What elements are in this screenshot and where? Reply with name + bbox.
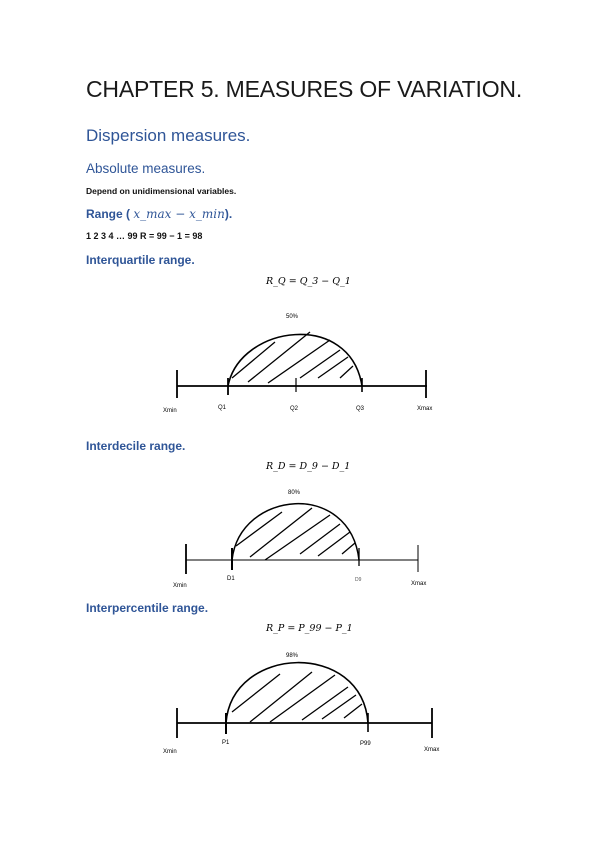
p99-label: P99 — [360, 741, 371, 747]
xmax-label: Xmax — [424, 747, 440, 753]
xmin-label: Xmin — [163, 749, 177, 755]
area-arc — [226, 663, 368, 723]
range-heading-label: Range ( — [86, 207, 131, 221]
interdecile-diagram — [186, 504, 418, 574]
area-arc — [232, 504, 359, 560]
area-arc — [228, 334, 362, 386]
xmax-label: Xmax — [411, 581, 427, 587]
chapter-title: CHAPTER 5. MEASURES OF VARIATION. — [86, 76, 523, 102]
subsection-heading-absolute: Absolute measures. — [86, 161, 206, 176]
interquartile-formula: R_Q = Q_3 − Q_1 — [266, 276, 351, 287]
interpercentile-diagram — [177, 663, 432, 738]
range-heading-end: ). — [224, 207, 233, 221]
interquartile-heading: Interquartile range. — [86, 253, 195, 267]
hatch-lines — [232, 332, 353, 383]
interdecile-heading: Interdecile range. — [86, 439, 186, 453]
note-text: Depend on unidimensional variables. — [86, 186, 237, 196]
interpercentile-formula: R_P = P_99 − P_1 — [266, 623, 353, 634]
range-example: 1 2 3 4 … 99 R = 99 − 1 = 98 — [86, 231, 203, 241]
p1-label: P1 — [222, 740, 230, 746]
xmax-label: Xmax — [417, 406, 433, 412]
d1-label: D1 — [227, 576, 235, 582]
interdecile-percent: 80% — [288, 490, 301, 496]
q1-label: Q1 — [218, 405, 227, 411]
interpercentile-heading: Interpercentile range. — [86, 601, 209, 615]
hatch-lines — [232, 672, 362, 722]
q2-label: Q2 — [290, 406, 299, 412]
interquartile-diagram — [177, 332, 427, 398]
d9-label: D9 — [355, 577, 362, 583]
interdecile-formula: R_D = D_9 − D_1 — [266, 461, 351, 472]
interpercentile-percent: 98% — [286, 653, 299, 659]
range-formula: x_max − x_min — [133, 207, 225, 221]
q3-label: Q3 — [356, 406, 365, 412]
xmin-label: Xmin — [163, 408, 177, 414]
xmin-label: Xmin — [173, 583, 187, 589]
interquartile-percent: 50% — [286, 314, 299, 320]
section-heading-dispersion: Dispersion measures. — [86, 126, 251, 145]
hatch-lines — [236, 508, 355, 560]
